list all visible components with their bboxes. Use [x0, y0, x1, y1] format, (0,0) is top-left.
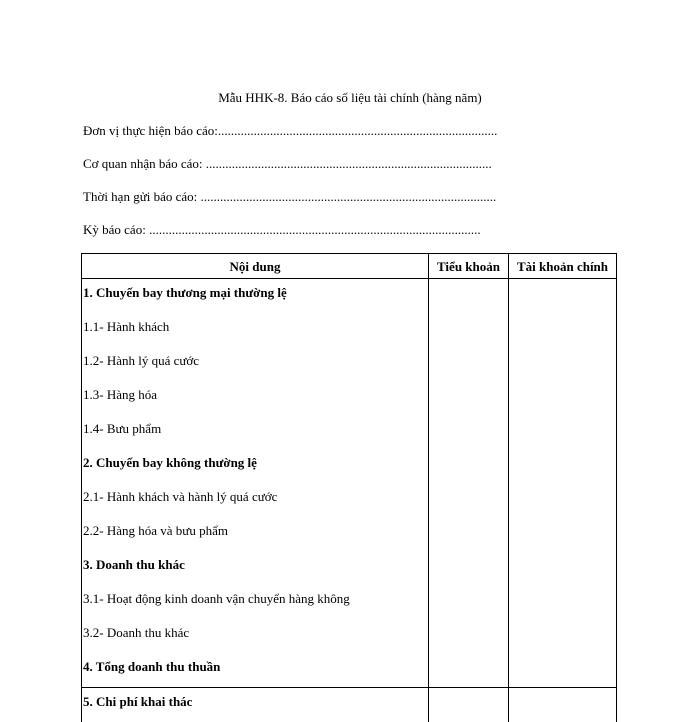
reporting-period-blank: ...................................................................................................... — [149, 222, 481, 237]
main-account-cell[interactable] — [509, 619, 617, 653]
main-account-cell[interactable] — [509, 483, 617, 517]
sub-account-cell[interactable] — [429, 415, 509, 449]
receiving-agency-label: Cơ quan nhận báo cáo: — [83, 156, 206, 171]
main-account-cell[interactable] — [509, 313, 617, 347]
deadline-blank: ........................................................................................... — [201, 189, 497, 204]
financial-report-table — [81, 253, 617, 722]
table-body — [82, 279, 617, 722]
table-row — [82, 653, 617, 688]
table-row — [82, 619, 617, 653]
sub-account-cell[interactable] — [429, 483, 509, 517]
table-row — [82, 449, 617, 483]
row-content: 5. Chi phí khai thác — [82, 688, 429, 722]
table-row — [82, 313, 617, 347]
table-row — [82, 517, 617, 551]
sub-account-cell[interactable] — [429, 381, 509, 415]
main-account-cell[interactable] — [509, 381, 617, 415]
sub-account-cell[interactable] — [429, 279, 509, 314]
table-header-row — [82, 254, 617, 279]
row-content: 2.2- Hàng hóa và bưu phẩm — [82, 517, 429, 551]
row-content: 3.2- Doanh thu khác — [82, 619, 429, 653]
header-main-account: Tài khoản chính — [509, 254, 617, 279]
sub-account-cell[interactable] — [429, 585, 509, 619]
main-account-cell[interactable] — [509, 551, 617, 585]
deadline-field — [83, 189, 496, 205]
table-row — [82, 415, 617, 449]
row-content: 1.3- Hàng hóa — [82, 381, 429, 415]
table-row — [82, 279, 617, 314]
table-row — [82, 347, 617, 381]
sub-account-cell[interactable] — [429, 313, 509, 347]
row-content: 3.1- Hoạt động kinh doanh vận chuyển hàng không — [82, 585, 429, 619]
row-content: 3. Doanh thu khác — [82, 551, 429, 585]
row-content: 1.2- Hành lý quá cước — [82, 347, 429, 381]
main-account-cell[interactable] — [509, 415, 617, 449]
document-title: Mẫu HHK-8. Báo cáo số liệu tài chính (hàng năm) — [0, 90, 700, 106]
deadline-label: Thời hạn gửi báo cáo: — [83, 189, 201, 204]
row-content: 1. Chuyến bay thương mại thường lệ — [82, 279, 429, 314]
sub-account-cell[interactable] — [429, 347, 509, 381]
row-content: 2.1- Hành khách và hành lý quá cước — [82, 483, 429, 517]
main-account-cell[interactable] — [509, 279, 617, 314]
header-sub-account: Tiểu khoản — [429, 254, 509, 279]
sub-account-cell[interactable] — [429, 619, 509, 653]
reporting-period-label: Kỳ báo cáo: — [83, 222, 149, 237]
main-account-cell[interactable] — [509, 347, 617, 381]
row-content: 1.1- Hành khách — [82, 313, 429, 347]
row-content: 1.4- Bưu phẩm — [82, 415, 429, 449]
reporting-unit-label: Đơn vị thực hiện báo cáo: — [83, 123, 218, 138]
table-row — [82, 483, 617, 517]
receiving-agency-field — [83, 156, 492, 172]
row-content: 4. Tổng doanh thu thuần — [82, 653, 429, 688]
header-content: Nội dung — [82, 254, 429, 279]
sub-account-cell[interactable] — [429, 653, 509, 688]
reporting-unit-blank: ...................................................................................... — [218, 123, 498, 138]
sub-account-cell[interactable] — [429, 551, 509, 585]
main-account-cell[interactable] — [509, 449, 617, 483]
main-account-cell[interactable] — [509, 688, 617, 722]
sub-account-cell[interactable] — [429, 688, 509, 722]
table-row — [82, 688, 617, 722]
sub-account-cell[interactable] — [429, 517, 509, 551]
reporting-unit-field — [83, 123, 497, 139]
receiving-agency-blank: ........................................................................................ — [206, 156, 492, 171]
row-content: 2. Chuyến bay không thường lệ — [82, 449, 429, 483]
table-row — [82, 381, 617, 415]
main-account-cell[interactable] — [509, 653, 617, 688]
sub-account-cell[interactable] — [429, 449, 509, 483]
table-row — [82, 551, 617, 585]
main-account-cell[interactable] — [509, 585, 617, 619]
table-row — [82, 585, 617, 619]
main-account-cell[interactable] — [509, 517, 617, 551]
reporting-period-field — [83, 222, 481, 238]
